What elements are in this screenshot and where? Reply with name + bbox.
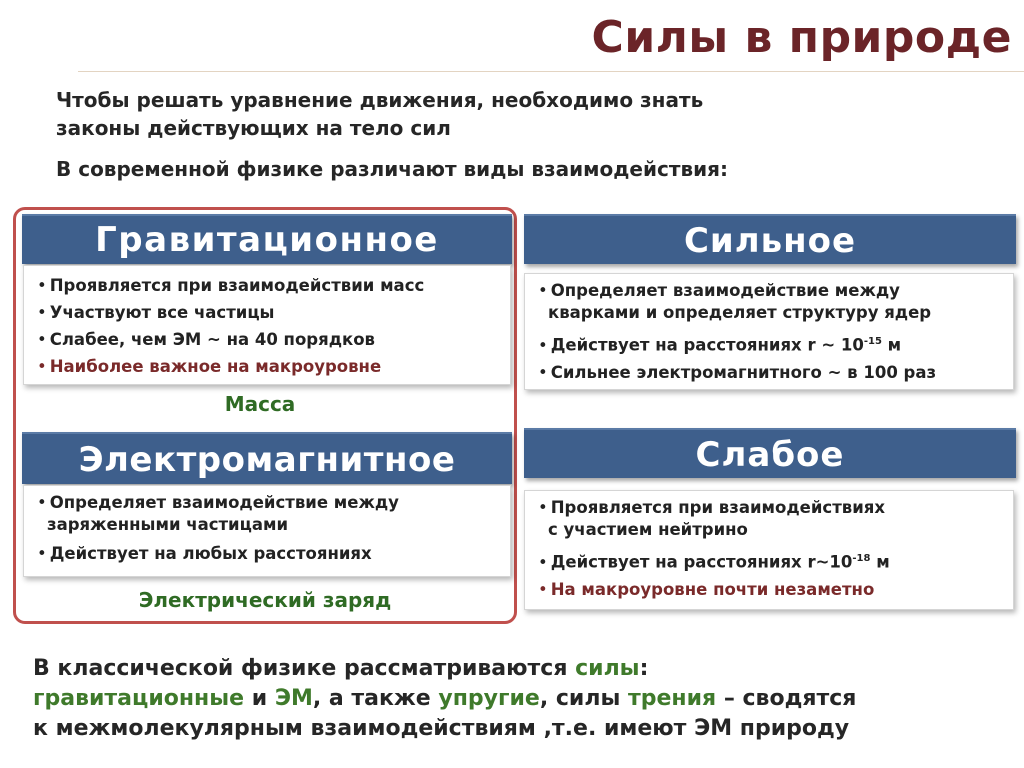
footer-text bbox=[33, 654, 1013, 744]
gravitational-bullet-2: • Участвуют все частицы bbox=[37, 303, 275, 322]
gravitational-header: Гравитационное bbox=[22, 214, 512, 264]
bullet-dot-icon: • bbox=[538, 498, 548, 517]
bullet-dot-icon: • bbox=[538, 552, 548, 572]
electromagnetic-header: Электромагнитное bbox=[22, 432, 512, 484]
electromagnetic-bullet-2: • Действует на любых расстояниях bbox=[37, 544, 372, 563]
bullet-dot-icon: • bbox=[538, 335, 548, 355]
electromagnetic-bullets bbox=[23, 485, 511, 577]
strong-header: Сильное bbox=[524, 214, 1016, 264]
intro-line-3: В современной физике различают виды взаимодействия: bbox=[56, 157, 728, 181]
bullet-dot-icon: • bbox=[37, 276, 47, 295]
weak-bullet-2: • Действует на расстояниях $r\sim 10^{-18}$ м bbox=[538, 552, 890, 572]
bullet-dot-icon: • bbox=[37, 493, 47, 512]
strong-bullet-1: • Определяет взаимодействие между кварками и определяет структуру ядер bbox=[538, 281, 932, 322]
bullet-dot-icon: • bbox=[538, 362, 548, 382]
weak-header: Слабое bbox=[524, 428, 1016, 478]
gravitational-bullets bbox=[23, 265, 511, 385]
bullet-dot-icon: • bbox=[538, 281, 548, 300]
bullet-dot-icon: • bbox=[538, 579, 548, 599]
footer-line-1: В классической физике рассматриваются силы: bbox=[33, 656, 649, 681]
strong-bullet-3: • Сильнее электромагнитного ~ в 100 раз bbox=[538, 362, 937, 382]
gravitational-caption: Масса bbox=[224, 392, 296, 416]
bullet-dot-icon: • bbox=[37, 330, 47, 349]
intro-text bbox=[56, 86, 956, 142]
bullet-dot-icon: • bbox=[37, 544, 47, 563]
intro-line-1: Чтобы решать уравнение движения, необходимо знать bbox=[56, 88, 704, 112]
bullet-dot-icon: • bbox=[37, 303, 47, 322]
footer-line-3: к межмолекулярным взаимодействиям ,т.е. имеют ЭМ природу bbox=[33, 716, 850, 741]
bullet-dot-icon: • bbox=[37, 357, 47, 376]
title-divider bbox=[78, 71, 1024, 72]
strong-bullets bbox=[524, 273, 1014, 390]
gravitational-bullet-1: • Проявляется при взаимодействии масс bbox=[37, 276, 425, 295]
strong-bullet-2: • Действует на расстояниях r ~ $10^{-15}$ м bbox=[538, 335, 902, 355]
gravitational-bullet-3: • Слабее, чем ЭМ ~ на 40 порядков bbox=[37, 330, 375, 349]
weak-bullet-3: • На макроуровне почти незаметно bbox=[538, 579, 875, 599]
electromagnetic-bullet-1: • Определяет взаимодействие между заряженными частицами bbox=[37, 493, 399, 534]
intro-line-2: законы действующих на тело сил bbox=[56, 116, 451, 140]
electromagnetic-caption: Электрический заряд bbox=[138, 588, 392, 612]
gravitational-bullet-4: • Наиболее важное на макроуровне bbox=[37, 357, 382, 376]
footer-line-2: гравитационные и ЭМ, а также упругие, силы трения – сводятся bbox=[33, 686, 857, 711]
slide-title: Силы в природе bbox=[591, 12, 1012, 63]
weak-bullets bbox=[524, 490, 1014, 610]
weak-bullet-1: • Проявляется при взаимодействиях с участием нейтрино bbox=[538, 498, 886, 539]
